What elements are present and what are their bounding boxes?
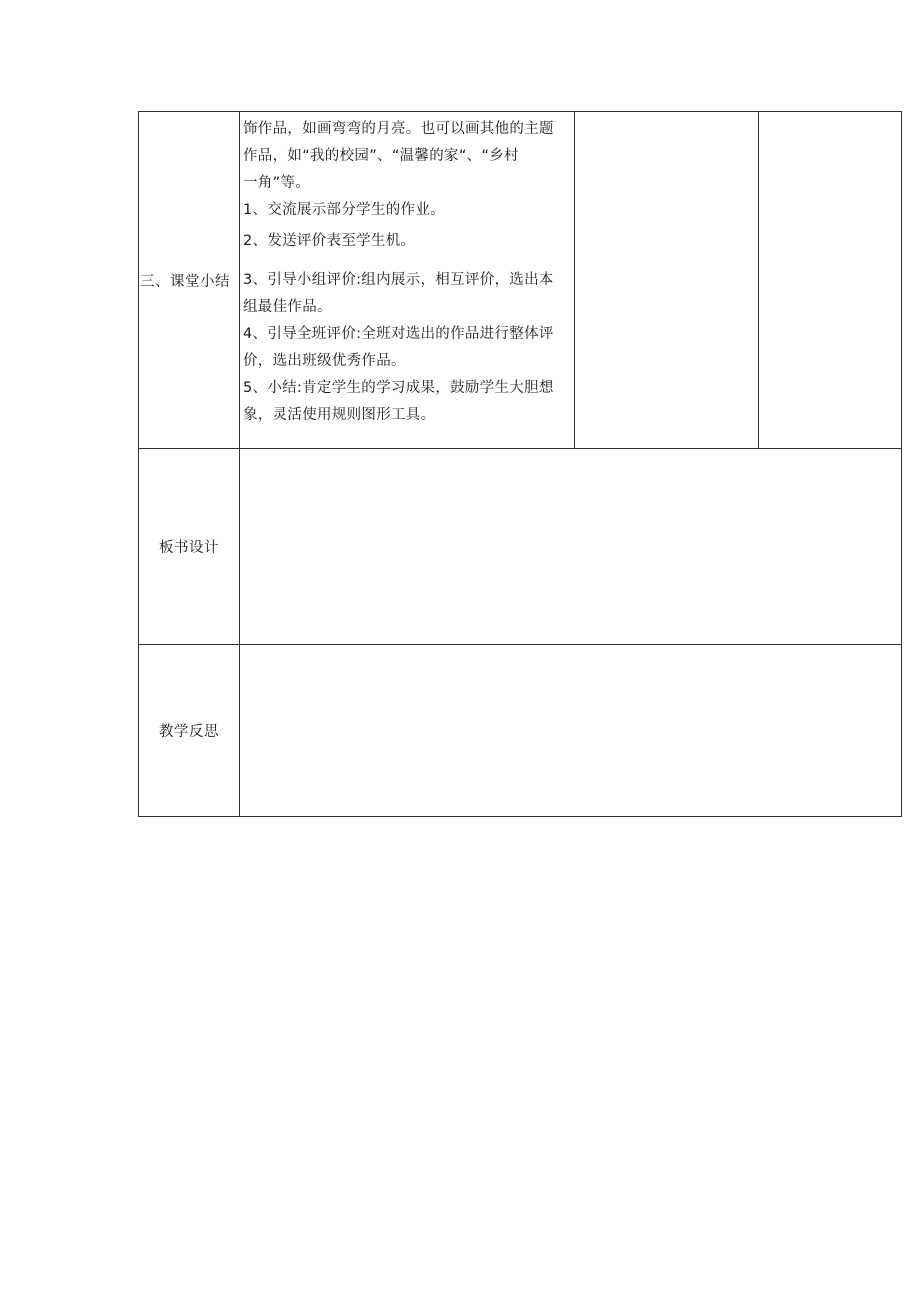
- summary-line: 1、交流展示部分学生的作业。: [243, 202, 445, 218]
- summary-content-cell: [240, 112, 575, 449]
- summary-label: 三、课堂小结: [140, 273, 230, 290]
- reflection-content-cell: [240, 645, 902, 817]
- board-design-label: 板书设计: [159, 540, 219, 556]
- summary-col3-cell: [575, 112, 759, 449]
- table-row-summary: [139, 112, 902, 449]
- table-row-reflection: [139, 645, 902, 817]
- summary-line: 组最佳作品。: [243, 299, 332, 315]
- reflection-label-cell: [139, 645, 240, 817]
- table-row-board-design: [139, 449, 902, 645]
- summary-line: 作品，如“我的校园”、“温馨的家“、“乡村: [243, 148, 519, 164]
- summary-line: 2、发送评价表至学生机。: [243, 233, 416, 249]
- summary-label-cell: [139, 112, 240, 449]
- summary-line: 3、引导小组评价:组内展示，相互评价，选出本: [243, 272, 554, 288]
- lesson-plan-table: [138, 111, 902, 817]
- summary-line: 一角”等。: [243, 175, 311, 191]
- board-design-content-cell: [240, 449, 902, 645]
- board-design-label-cell: [139, 449, 240, 645]
- reflection-label: 教学反思: [159, 724, 219, 740]
- summary-col4-cell: [759, 112, 902, 449]
- summary-line: 象，灵活使用规则图形工具。: [243, 407, 436, 423]
- summary-line: 价，选出班级优秀作品。: [243, 353, 406, 369]
- summary-line: 饰作品，如画弯弯的月亮。也可以画其他的主题: [243, 121, 554, 137]
- summary-line: 5、小结:肯定学生的学习成果，鼓励学生大胆想: [243, 380, 554, 396]
- summary-line: 4、引导全班评价:全班对选出的作品进行整体评: [243, 326, 554, 342]
